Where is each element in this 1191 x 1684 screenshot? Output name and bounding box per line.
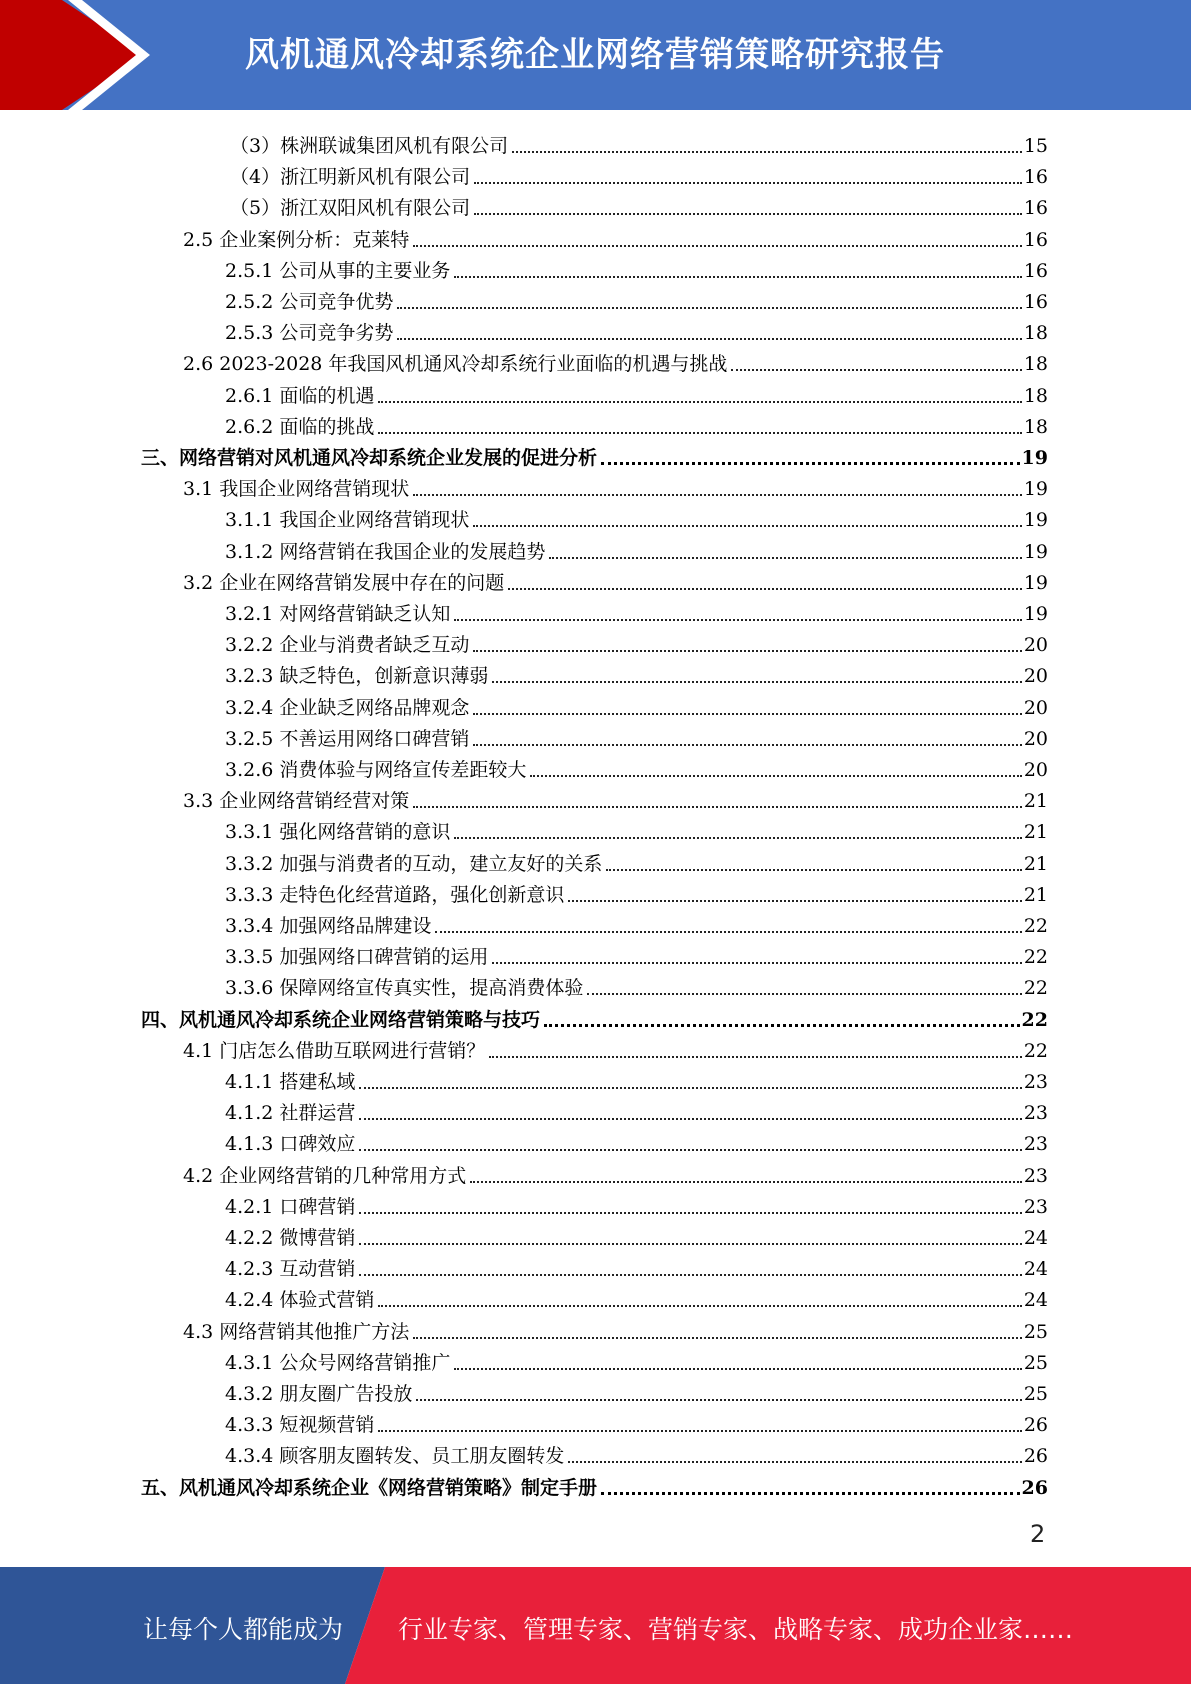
toc-section-entry[interactable] — [183, 1032, 1048, 1063]
toc-entry-page: 25 — [1023, 1320, 1048, 1343]
report-title: 风机通风冷却系统企业网络营销策略研究报告 — [245, 35, 945, 75]
toc-dot-leader — [601, 462, 1020, 465]
toc-entry-label: 3.3.4 加强网络品牌建设 — [225, 915, 432, 937]
toc-subsection-entry[interactable] — [225, 720, 1048, 751]
toc-subsection-entry[interactable] — [225, 1125, 1048, 1156]
toc-subsection-entry[interactable] — [225, 938, 1048, 969]
toc-entry-page: 22 — [1023, 915, 1048, 937]
toc-subsection-entry[interactable] — [225, 626, 1048, 657]
toc-subsection-entry[interactable] — [230, 127, 1048, 158]
toc-entry-label: 4.2.1 口碑营销 — [225, 1195, 356, 1218]
page-number: 2 — [1030, 1520, 1046, 1548]
toc-entry-label: 3.1 我国企业网络营销现状 — [183, 478, 410, 501]
toc-dot-leader — [492, 962, 1021, 964]
toc-subsection-entry[interactable] — [225, 1406, 1048, 1437]
toc-dot-leader — [473, 713, 1021, 715]
toc-entry-page: 25 — [1023, 1383, 1048, 1405]
toc-entry-page: 19 — [1023, 478, 1048, 501]
toc-section-entry[interactable] — [183, 1157, 1048, 1188]
toc-entry-label: 3.2.4 企业缺乏网络品牌观念 — [225, 696, 470, 719]
toc-dot-leader — [474, 213, 1022, 215]
toc-dot-leader — [549, 557, 1021, 559]
toc-dot-leader — [378, 1430, 1021, 1432]
toc-entry-page: 19 — [1023, 571, 1048, 594]
toc-dot-leader — [473, 525, 1021, 527]
toc-subsection-entry[interactable] — [225, 1437, 1048, 1468]
toc-chapter-entry[interactable] — [141, 1001, 1048, 1032]
toc-entry-label: 2.5 企业案例分析：克莱特 — [183, 228, 410, 251]
toc-entry-label: 4.3.3 短视频营销 — [225, 1414, 375, 1437]
toc-subsection-entry[interactable] — [225, 1063, 1048, 1094]
toc-entry-label: 2.5.2 公司竞争优势 — [225, 291, 394, 313]
toc-dot-leader — [359, 1212, 1021, 1214]
toc-subsection-entry[interactable] — [225, 533, 1048, 564]
toc-entry-label: 2.6 2023-2028 年我国风机通风冷却系统行业面临的机遇与挑战 — [183, 353, 728, 376]
toc-entry-label: 4.2.3 互动营销 — [225, 1258, 356, 1281]
toc-entry-page: 21 — [1023, 790, 1048, 813]
toc-chapter-entry[interactable] — [141, 1469, 1048, 1500]
toc-dot-leader — [359, 1118, 1021, 1120]
toc-entry-page: 22 — [1023, 1039, 1048, 1062]
toc-entry-page: 24 — [1023, 1258, 1048, 1281]
toc-dot-leader — [416, 1399, 1021, 1401]
toc-entry-label: 3.3.6 保障网络宣传真实性，提高消费体验 — [225, 977, 584, 1000]
toc-entry-page: 20 — [1023, 727, 1048, 750]
toc-entry-label: 3.2.3 缺乏特色，创新意识薄弱 — [225, 665, 489, 688]
toc-dot-leader — [454, 1368, 1021, 1370]
toc-entry-page: 19 — [1023, 509, 1048, 532]
toc-entry-page: 18 — [1023, 384, 1048, 407]
toc-entry-label: 3.2.5 不善运用网络口碑营销 — [225, 727, 470, 750]
toc-dot-leader — [359, 1243, 1021, 1245]
toc-dot-leader — [413, 1337, 1022, 1339]
toc-dot-leader — [359, 1087, 1021, 1089]
toc-subsection-entry[interactable] — [225, 252, 1048, 283]
toc-chapter-entry[interactable] — [141, 439, 1048, 470]
toc-dot-leader — [731, 369, 1021, 371]
toc-dot-leader — [359, 1149, 1021, 1151]
toc-dot-leader — [473, 650, 1021, 652]
toc-entry-page: 23 — [1023, 1102, 1048, 1125]
toc-entry-page: 20 — [1023, 665, 1048, 688]
toc-entry-label: 4.1.1 搭建私域 — [225, 1071, 356, 1093]
toc-entry-page: 18 — [1023, 415, 1048, 438]
toc-entry-page: 20 — [1023, 634, 1048, 657]
toc-dot-leader — [474, 182, 1022, 184]
page-footer — [0, 1567, 1191, 1684]
toc-subsection-entry[interactable] — [225, 1344, 1048, 1375]
toc-entry-page: 26 — [1023, 1445, 1048, 1468]
toc-dot-leader — [413, 245, 1022, 247]
toc-dot-leader — [544, 1024, 1020, 1027]
toc-entry-label: 四、风机通风冷却系统企业网络营销策略与技巧 — [141, 1008, 541, 1031]
toc-entry-page: 25 — [1023, 1351, 1048, 1374]
toc-dot-leader — [512, 151, 1022, 153]
toc-subsection-entry[interactable] — [230, 158, 1048, 189]
toc-dot-leader — [397, 338, 1021, 340]
toc-entry-label: 4.3.2 朋友圈广告投放 — [225, 1383, 413, 1405]
toc-section-entry[interactable] — [183, 782, 1048, 813]
toc-entry-page: 24 — [1023, 1227, 1048, 1249]
toc-subsection-entry[interactable] — [225, 1219, 1048, 1250]
toc-entry-label: 三、网络营销对风机通风冷却系统企业发展的促进分析 — [141, 447, 598, 469]
toc-dot-leader — [601, 1492, 1020, 1495]
toc-dot-leader — [359, 1274, 1021, 1276]
toc-dot-leader — [413, 494, 1022, 496]
toc-entry-label: 4.2.4 体验式营销 — [225, 1289, 375, 1312]
toc-entry-label: 2.6.2 面临的挑战 — [225, 415, 375, 438]
toc-entry-page: 21 — [1023, 821, 1048, 844]
toc-entry-label: 2.5.1 公司从事的主要业务 — [225, 259, 451, 282]
toc-entry-page: 24 — [1023, 1289, 1048, 1312]
toc-entry-label: 4.3.1 公众号网络营销推广 — [225, 1351, 451, 1374]
toc-subsection-entry[interactable] — [225, 813, 1048, 844]
toc-subsection-entry[interactable] — [225, 657, 1048, 688]
toc-entry-label: 3.2.2 企业与消费者缺乏互动 — [225, 634, 470, 657]
toc-entry-page: 19 — [1023, 603, 1048, 625]
toc-entry-page: 15 — [1023, 135, 1048, 157]
toc-dot-leader — [378, 432, 1021, 434]
toc-subsection-entry[interactable] — [225, 1375, 1048, 1406]
toc-dot-leader — [413, 806, 1022, 808]
footer-slogan-left: 让每个人都能成为 — [143, 1615, 344, 1644]
toc-entry-label: （4）浙江明新风机有限公司 — [230, 166, 471, 189]
toc-entry-page: 16 — [1023, 291, 1048, 313]
toc-entry-page: 23 — [1023, 1195, 1048, 1218]
toc-subsection-entry[interactable] — [225, 377, 1048, 408]
toc-entry-label: （3）株洲联诚集团风机有限公司 — [230, 135, 509, 157]
toc-entry-label: 4.1.2 社群运营 — [225, 1102, 356, 1125]
toc-entry-page: 16 — [1023, 259, 1048, 282]
toc-subsection-entry[interactable] — [225, 595, 1048, 626]
toc-subsection-entry[interactable] — [225, 845, 1048, 876]
toc-entry-page: 26 — [1023, 1414, 1048, 1437]
toc-entry-page: 26 — [1021, 1476, 1048, 1499]
toc-dot-leader — [568, 900, 1021, 902]
footer-slogan-right: 行业专家、管理专家、营销专家、战略专家、成功企业家…… — [398, 1615, 1074, 1644]
toc-subsection-entry[interactable] — [225, 1281, 1048, 1312]
toc-entry-label: 3.2.1 对网络营销缺乏认知 — [225, 603, 451, 625]
toc-subsection-entry[interactable] — [225, 876, 1048, 907]
toc-entry-page: 23 — [1023, 1071, 1048, 1093]
toc-dot-leader — [470, 1181, 1022, 1183]
toc-entry-page: 23 — [1023, 1164, 1048, 1187]
toc-subsection-entry[interactable] — [225, 1188, 1048, 1219]
toc-entry-label: 3.2 企业在网络营销发展中存在的问题 — [183, 571, 505, 594]
toc-subsection-entry[interactable] — [225, 689, 1048, 720]
toc-entry-label: 3.3.2 加强与消费者的互动，建立友好的关系 — [225, 852, 603, 875]
toc-entry-label: 3.3.5 加强网络口碑营销的运用 — [225, 946, 489, 969]
toc-section-entry[interactable] — [183, 470, 1048, 501]
toc-subsection-entry[interactable] — [225, 408, 1048, 439]
toc-entry-label: （5）浙江双阳风机有限公司 — [230, 197, 471, 220]
toc-entry-label: 3.2.6 消费体验与网络宣传差距较大 — [225, 759, 527, 781]
toc-entry-label: 4.1 门店怎么借助互联网进行营销？ — [183, 1039, 486, 1062]
toc-dot-leader — [454, 837, 1021, 839]
toc-dot-leader — [454, 619, 1021, 621]
toc-entry-page: 22 — [1023, 946, 1048, 969]
toc-section-entry[interactable] — [183, 1313, 1048, 1344]
toc-entry-page: 16 — [1023, 166, 1048, 189]
toc-subsection-entry[interactable] — [225, 751, 1048, 782]
toc-entry-label: 3.3.1 强化网络营销的意识 — [225, 821, 451, 844]
toc-entry-page: 18 — [1023, 322, 1048, 345]
toc-entry-label: 4.3 网络营销其他推广方法 — [183, 1320, 410, 1343]
toc-entry-page: 19 — [1021, 447, 1048, 469]
toc-subsection-entry[interactable] — [225, 907, 1048, 938]
toc-entry-page: 19 — [1023, 540, 1048, 563]
toc-entry-page: 22 — [1023, 977, 1048, 1000]
toc-entry-page: 21 — [1023, 883, 1048, 906]
toc-dot-leader — [530, 775, 1021, 777]
toc-subsection-entry[interactable] — [225, 314, 1048, 345]
toc-entry-label: 4.3.4 顾客朋友圈转发、员工朋友圈转发 — [225, 1445, 565, 1468]
toc-section-entry[interactable] — [183, 564, 1048, 595]
toc-entry-page: 18 — [1023, 353, 1048, 376]
toc-dot-leader — [587, 993, 1021, 995]
toc-dot-leader — [492, 681, 1021, 683]
toc-section-entry[interactable] — [183, 221, 1048, 252]
toc-dot-leader — [397, 307, 1021, 309]
toc-entry-page: 20 — [1023, 696, 1048, 719]
toc-subsection-entry[interactable] — [225, 283, 1048, 314]
toc-entry-page: 21 — [1023, 852, 1048, 875]
toc-entry-page: 20 — [1023, 759, 1048, 781]
toc-dot-leader — [454, 276, 1021, 278]
toc-dot-leader — [378, 1305, 1021, 1307]
toc-subsection-entry[interactable] — [225, 1094, 1048, 1125]
toc-section-entry[interactable] — [183, 345, 1048, 376]
toc-entry-label: 五、风机通风冷却系统企业《网络营销策略》制定手册 — [141, 1476, 598, 1499]
toc-subsection-entry[interactable] — [225, 1250, 1048, 1281]
toc-entry-label: 4.2.2 微博营销 — [225, 1227, 356, 1249]
toc-entry-label: 4.2 企业网络营销的几种常用方式 — [183, 1164, 467, 1187]
toc-dot-leader — [606, 869, 1021, 871]
toc-entry-page: 22 — [1021, 1008, 1048, 1031]
toc-dot-leader — [473, 744, 1021, 746]
toc-entry-label: 2.6.1 面临的机遇 — [225, 384, 375, 407]
toc-entry-label: 3.3.3 走特色化经营道路，强化创新意识 — [225, 883, 565, 906]
toc-dot-leader — [568, 1461, 1021, 1463]
toc-subsection-entry[interactable] — [230, 189, 1048, 220]
toc-dot-leader — [508, 588, 1022, 590]
toc-entry-label: 3.1.1 我国企业网络营销现状 — [225, 509, 470, 532]
toc-subsection-entry[interactable] — [225, 501, 1048, 532]
toc-entry-page: 16 — [1023, 197, 1048, 220]
toc-entry-label: 2.5.3 公司竞争劣势 — [225, 322, 394, 345]
toc-entry-label: 3.1.2 网络营销在我国企业的发展趋势 — [225, 540, 546, 563]
toc-entry-page: 16 — [1023, 228, 1048, 251]
toc-dot-leader — [489, 1056, 1022, 1058]
toc-dot-leader — [435, 931, 1021, 933]
toc-subsection-entry[interactable] — [225, 969, 1048, 1000]
toc-entry-label: 3.3 企业网络营销经营对策 — [183, 790, 410, 813]
toc-entry-label: 4.1.3 口碑效应 — [225, 1133, 356, 1156]
toc-entry-page: 23 — [1023, 1133, 1048, 1156]
page-header — [0, 0, 1191, 110]
toc-dot-leader — [378, 401, 1021, 403]
